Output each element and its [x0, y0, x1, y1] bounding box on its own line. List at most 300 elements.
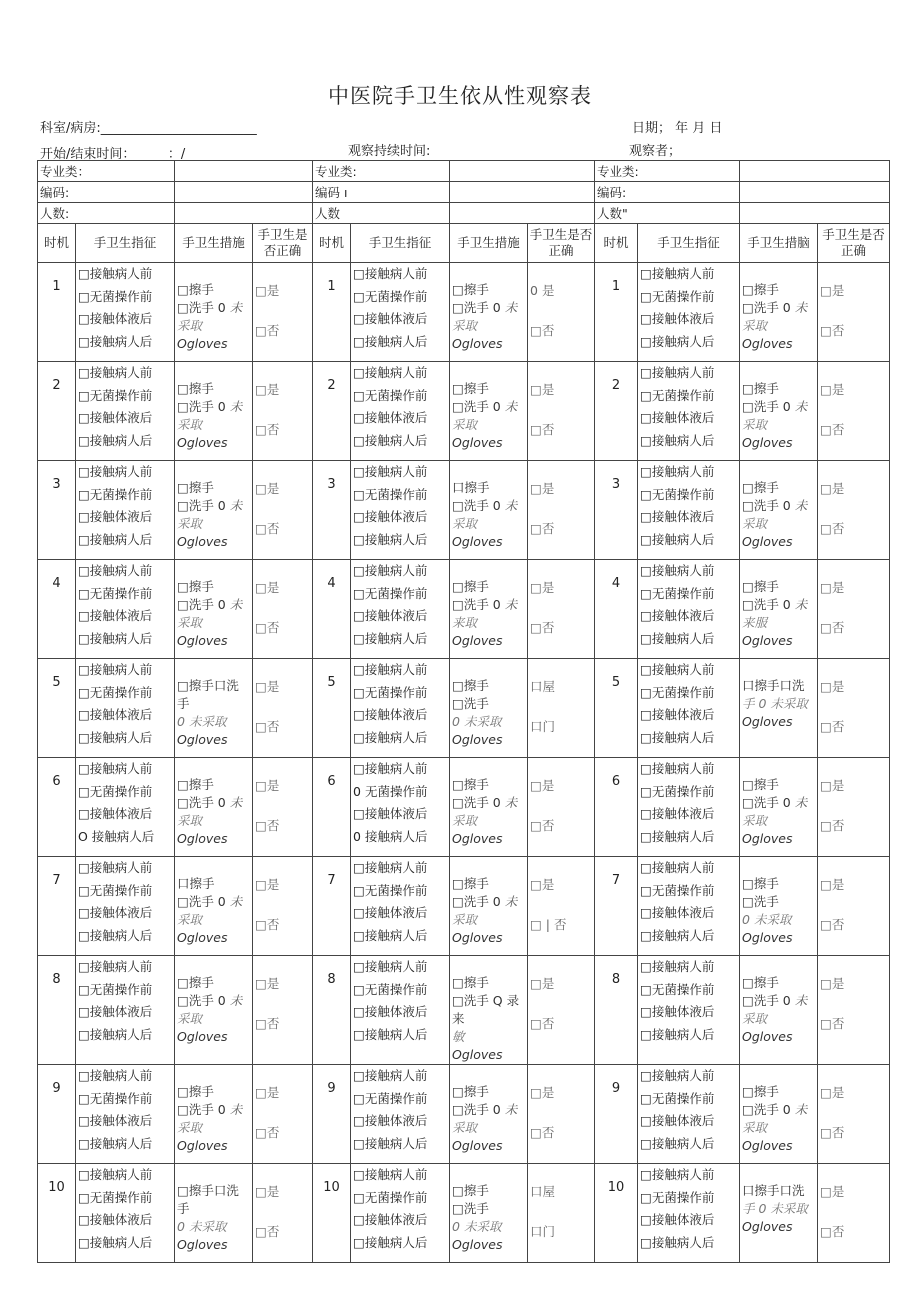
indication-checkbox[interactable]: □无菌操作前: [353, 288, 428, 304]
indication-checkbox[interactable]: □无菌操作前: [78, 288, 153, 304]
measure-gloves[interactable]: Ogloves: [742, 336, 793, 351]
measure-rub[interactable]: □擦手: [742, 579, 779, 594]
indication-checkbox[interactable]: □接触体液后: [78, 1212, 153, 1227]
measure-wash[interactable]: [452, 1101, 525, 1119]
indication-checkbox[interactable]: □接触病人前: [78, 1167, 153, 1182]
indication-checkbox[interactable]: □无菌操作前: [78, 783, 153, 799]
measure-gloves[interactable]: Ogloves: [177, 336, 228, 351]
correct-yes-checkbox[interactable]: □是: [255, 283, 280, 298]
measure-gloves[interactable]: Ogloves: [742, 1029, 793, 1044]
indication-checkbox[interactable]: □接触病人前: [353, 1068, 428, 1083]
correct-yes-checkbox[interactable]: □是: [530, 778, 555, 793]
indication-checkbox[interactable]: □无菌操作前: [640, 1090, 715, 1106]
indication-checkbox[interactable]: □接触病人前: [353, 266, 428, 281]
measure-gloves[interactable]: Ogloves: [177, 930, 228, 945]
indication-checkbox[interactable]: □接触病人后: [78, 1234, 153, 1250]
measure-rub[interactable]: □擦手: [452, 1183, 489, 1198]
correct-no-checkbox[interactable]: □否: [820, 620, 845, 635]
indication-checkbox[interactable]: □接触病人后: [640, 432, 715, 448]
indication-checkbox[interactable]: □无菌操作前: [640, 783, 715, 799]
indication-checkbox[interactable]: □接触病人后: [640, 1135, 715, 1151]
measure-none[interactable]: 0 未采取: [177, 1219, 227, 1234]
measure-wash[interactable]: [177, 596, 250, 614]
correct-yes-checkbox[interactable]: 口屋: [530, 679, 556, 694]
indication-checkbox[interactable]: □接触病人后: [353, 1234, 428, 1250]
correct-yes-checkbox[interactable]: □是: [255, 1184, 280, 1199]
indication-checkbox[interactable]: □接触病人后: [78, 927, 153, 943]
correct-yes-checkbox[interactable]: □是: [820, 1184, 845, 1199]
measure-wash[interactable]: [742, 794, 815, 812]
indication-checkbox[interactable]: □接触病人后: [78, 531, 153, 547]
measure-gloves[interactable]: Ogloves: [452, 435, 503, 450]
measure-gloves[interactable]: Ogloves: [742, 930, 793, 945]
indication-checkbox[interactable]: □接触体液后: [353, 509, 428, 524]
indication-checkbox[interactable]: O 接触病人后: [78, 828, 155, 844]
indication-checkbox[interactable]: □接触病人后: [640, 828, 715, 844]
measure-none[interactable]: 采取: [452, 417, 478, 432]
measure-wash[interactable]: [177, 497, 250, 515]
measure-none[interactable]: 采取: [177, 813, 203, 828]
indication-checkbox[interactable]: □接触病人前: [353, 761, 428, 776]
measure-wash[interactable]: [452, 992, 525, 1028]
measure-gloves[interactable]: Ogloves: [177, 633, 228, 648]
indication-checkbox[interactable]: □接触病人后: [353, 630, 428, 646]
measure-gloves[interactable]: Ogloves: [742, 435, 793, 450]
correct-yes-checkbox[interactable]: □是: [255, 580, 280, 595]
measure-rub[interactable]: □擦手: [452, 876, 489, 891]
correct-no-checkbox[interactable]: □否: [820, 917, 845, 932]
indication-checkbox[interactable]: □接触体液后: [640, 1113, 715, 1128]
indication-checkbox[interactable]: □无菌操作前: [353, 684, 428, 700]
indication-checkbox[interactable]: □无菌操作前: [78, 585, 153, 601]
indication-checkbox[interactable]: □接触体液后: [353, 905, 428, 920]
indication-checkbox[interactable]: 0 无菌操作前: [353, 783, 428, 799]
duration-field[interactable]: 观察持续时间:: [348, 144, 431, 159]
indication-checkbox[interactable]: □接触体液后: [640, 509, 715, 524]
indication-checkbox[interactable]: □接触病人前: [78, 662, 153, 677]
correct-yes-checkbox[interactable]: □是: [820, 976, 845, 991]
indication-checkbox[interactable]: □接触病人后: [640, 729, 715, 745]
measure-none[interactable]: 0 未采取: [452, 1219, 502, 1234]
measure-rub[interactable]: 口擦手: [452, 480, 490, 495]
correct-no-checkbox[interactable]: □否: [255, 1224, 280, 1239]
indication-checkbox[interactable]: □接触体液后: [640, 905, 715, 920]
measure-rub[interactable]: □擦手: [742, 777, 779, 792]
indication-checkbox[interactable]: □无菌操作前: [640, 1189, 715, 1205]
indication-checkbox[interactable]: □无菌操作前: [640, 882, 715, 898]
measure-none[interactable]: 采取: [177, 615, 203, 630]
measure-rub[interactable]: □擦手: [742, 1084, 779, 1099]
measure-none[interactable]: 采取: [742, 1011, 768, 1026]
indication-checkbox[interactable]: □接触病人后: [353, 1026, 428, 1042]
measure-wash[interactable]: [742, 596, 815, 614]
indication-checkbox[interactable]: □无菌操作前: [640, 387, 715, 403]
indication-checkbox[interactable]: □接触病人后: [78, 729, 153, 745]
observer-field[interactable]: 观察者；: [629, 144, 682, 159]
measure-none[interactable]: 0 未采取: [742, 912, 792, 927]
indication-checkbox[interactable]: □接触病人前: [640, 266, 715, 281]
measure-wash[interactable]: [742, 1101, 815, 1119]
indication-checkbox[interactable]: □接触病人后: [78, 432, 153, 448]
indication-checkbox[interactable]: □接触体液后: [78, 509, 153, 524]
measure-rub[interactable]: □擦手: [452, 678, 489, 693]
correct-yes-checkbox[interactable]: □是: [255, 976, 280, 991]
measure-none[interactable]: 采取: [177, 318, 203, 333]
indication-checkbox[interactable]: □接触体液后: [353, 806, 428, 821]
indication-checkbox[interactable]: □接触病人前: [640, 464, 715, 479]
group-code-input[interactable]: [450, 182, 595, 203]
indication-checkbox[interactable]: □接触病人前: [78, 1068, 153, 1083]
correct-no-checkbox[interactable]: □否: [820, 719, 845, 734]
indication-checkbox[interactable]: □接触病人前: [353, 662, 428, 677]
measure-wash[interactable]: [177, 992, 250, 1010]
indication-checkbox[interactable]: □接触体液后: [353, 1113, 428, 1128]
measure-rub[interactable]: □擦手: [177, 777, 214, 792]
indication-checkbox[interactable]: □接触病人后: [353, 729, 428, 745]
group-code-input[interactable]: [740, 182, 890, 203]
indication-checkbox[interactable]: □接触病人前: [640, 860, 715, 875]
measure-none[interactable]: 采取: [452, 318, 478, 333]
indication-checkbox[interactable]: □接触病人后: [640, 1026, 715, 1042]
correct-yes-checkbox[interactable]: □是: [255, 778, 280, 793]
indication-checkbox[interactable]: □无菌操作前: [78, 684, 153, 700]
correct-no-checkbox[interactable]: □否: [530, 1125, 555, 1140]
indication-checkbox[interactable]: □接触体液后: [78, 608, 153, 623]
correct-no-checkbox[interactable]: □ | 否: [530, 917, 567, 932]
indication-checkbox[interactable]: □接触病人前: [353, 464, 428, 479]
measure-wash[interactable]: [177, 1182, 250, 1218]
indication-checkbox[interactable]: □接触体液后: [353, 1212, 428, 1227]
correct-no-checkbox[interactable]: □否: [820, 818, 845, 833]
measure-rub[interactable]: □擦手: [452, 579, 489, 594]
indication-checkbox[interactable]: □无菌操作前: [353, 981, 428, 997]
indication-checkbox[interactable]: □接触体液后: [640, 1212, 715, 1227]
measure-gloves[interactable]: Ogloves: [742, 714, 793, 729]
correct-no-checkbox[interactable]: □否: [820, 1125, 845, 1140]
measure-wash[interactable]: [452, 1200, 525, 1218]
indication-checkbox[interactable]: □无菌操作前: [640, 585, 715, 601]
correct-no-checkbox[interactable]: □否: [530, 422, 555, 437]
correct-yes-checkbox[interactable]: □是: [820, 679, 845, 694]
measure-none[interactable]: 来取: [452, 615, 478, 630]
correct-no-checkbox[interactable]: □否: [530, 521, 555, 536]
correct-yes-checkbox[interactable]: □是: [820, 283, 845, 298]
measure-gloves[interactable]: Ogloves: [177, 1237, 228, 1252]
indication-checkbox[interactable]: □接触病人后: [78, 333, 153, 349]
indication-checkbox[interactable]: □接触病人前: [78, 959, 153, 974]
measure-gloves[interactable]: Ogloves: [452, 534, 503, 549]
measure-none[interactable]: 采取: [452, 516, 478, 531]
indication-checkbox[interactable]: □接触体液后: [78, 1113, 153, 1128]
indication-checkbox[interactable]: 0 接触病人后: [353, 828, 428, 844]
measure-none[interactable]: 敏: [452, 1029, 465, 1044]
measure-wash[interactable]: [452, 695, 525, 713]
measure-wash[interactable]: [177, 398, 250, 416]
indication-checkbox[interactable]: □接触体液后: [78, 707, 153, 722]
group-specialty-input[interactable]: [740, 161, 890, 182]
measure-none[interactable]: 采取: [452, 813, 478, 828]
measure-wash[interactable]: [177, 299, 250, 317]
measure-none[interactable]: 采取: [177, 1120, 203, 1135]
measure-rub[interactable]: □擦手: [452, 381, 489, 396]
indication-checkbox[interactable]: □无菌操作前: [353, 1090, 428, 1106]
indication-checkbox[interactable]: □无菌操作前: [353, 882, 428, 898]
measure-gloves[interactable]: Ogloves: [742, 831, 793, 846]
correct-no-checkbox[interactable]: □否: [530, 818, 555, 833]
measure-gloves[interactable]: Ogloves: [742, 534, 793, 549]
measure-rub[interactable]: □擦手: [742, 381, 779, 396]
indication-checkbox[interactable]: □接触体液后: [353, 608, 428, 623]
indication-checkbox[interactable]: □接触病人后: [640, 333, 715, 349]
measure-wash[interactable]: [177, 677, 250, 713]
indication-checkbox[interactable]: □无菌操作前: [640, 981, 715, 997]
measure-rub[interactable]: □擦手: [742, 282, 779, 297]
indication-checkbox[interactable]: □接触病人前: [640, 365, 715, 380]
measure-none[interactable]: 来服: [742, 615, 768, 630]
date-field[interactable]: 日期； 年 月 日: [632, 121, 723, 136]
department-field[interactable]: 科室/病房:________________________: [40, 121, 257, 136]
indication-checkbox[interactable]: □接触病人后: [353, 432, 428, 448]
correct-yes-checkbox[interactable]: □是: [255, 382, 280, 397]
correct-yes-checkbox[interactable]: □是: [530, 580, 555, 595]
indication-checkbox[interactable]: □无菌操作前: [78, 1090, 153, 1106]
measure-wash[interactable]: [742, 497, 815, 515]
indication-checkbox[interactable]: □接触病人后: [353, 333, 428, 349]
measure-wash[interactable]: [742, 677, 815, 695]
measure-none[interactable]: 采取: [742, 417, 768, 432]
indication-checkbox[interactable]: □接触体液后: [353, 410, 428, 425]
correct-yes-checkbox[interactable]: □是: [255, 1085, 280, 1100]
indication-checkbox[interactable]: □接触病人后: [640, 531, 715, 547]
measure-none[interactable]: 采取: [742, 813, 768, 828]
measure-wash[interactable]: [742, 398, 815, 416]
indication-checkbox[interactable]: □无菌操作前: [640, 288, 715, 304]
measure-gloves[interactable]: Ogloves: [452, 336, 503, 351]
indication-checkbox[interactable]: □接触体液后: [640, 410, 715, 425]
indication-checkbox[interactable]: □接触病人前: [353, 959, 428, 974]
measure-none[interactable]: 采取: [177, 912, 203, 927]
measure-gloves[interactable]: Ogloves: [742, 1138, 793, 1153]
indication-checkbox[interactable]: □无菌操作前: [353, 486, 428, 502]
indication-checkbox[interactable]: □无菌操作前: [353, 387, 428, 403]
correct-no-checkbox[interactable]: 口门: [530, 719, 556, 734]
indication-checkbox[interactable]: □无菌操作前: [78, 882, 153, 898]
measure-none[interactable]: 0 未采取: [452, 714, 502, 729]
correct-yes-checkbox[interactable]: □是: [530, 481, 555, 496]
correct-yes-checkbox[interactable]: □是: [820, 481, 845, 496]
measure-rub[interactable]: □擦手: [742, 480, 779, 495]
measure-gloves[interactable]: Ogloves: [177, 435, 228, 450]
measure-wash[interactable]: [177, 893, 250, 911]
measure-gloves[interactable]: Ogloves: [452, 1047, 503, 1062]
measure-wash[interactable]: [177, 794, 250, 812]
measure-gloves[interactable]: Ogloves: [742, 1219, 793, 1234]
correct-no-checkbox[interactable]: □否: [820, 521, 845, 536]
correct-no-checkbox[interactable]: □否: [530, 1016, 555, 1031]
indication-checkbox[interactable]: □无菌操作前: [78, 486, 153, 502]
indication-checkbox[interactable]: □接触体液后: [78, 806, 153, 821]
correct-no-checkbox[interactable]: □否: [820, 1224, 845, 1239]
measure-none[interactable]: 采取: [742, 516, 768, 531]
indication-checkbox[interactable]: □接触体液后: [78, 1004, 153, 1019]
measure-wash[interactable]: [452, 893, 525, 911]
indication-checkbox[interactable]: □接触体液后: [353, 1004, 428, 1019]
indication-checkbox[interactable]: □接触病人后: [640, 927, 715, 943]
measure-rub[interactable]: □擦手: [177, 1084, 214, 1099]
measure-none[interactable]: 采取: [177, 516, 203, 531]
measure-rub[interactable]: □擦手: [452, 975, 489, 990]
measure-rub[interactable]: □擦手: [177, 579, 214, 594]
indication-checkbox[interactable]: □接触病人后: [353, 531, 428, 547]
indication-checkbox[interactable]: □接触病人前: [640, 1068, 715, 1083]
indication-checkbox[interactable]: □接触体液后: [640, 311, 715, 326]
correct-no-checkbox[interactable]: □否: [255, 323, 280, 338]
indication-checkbox[interactable]: □无菌操作前: [353, 1189, 428, 1205]
correct-no-checkbox[interactable]: □否: [255, 521, 280, 536]
measure-gloves[interactable]: Ogloves: [452, 930, 503, 945]
group-count-input[interactable]: [740, 203, 890, 224]
measure-wash[interactable]: [742, 893, 815, 911]
indication-checkbox[interactable]: □接触病人后: [78, 1026, 153, 1042]
indication-checkbox[interactable]: □接触体液后: [640, 806, 715, 821]
measure-rub[interactable]: □擦手: [177, 381, 214, 396]
measure-rub[interactable]: □擦手: [452, 282, 489, 297]
indication-checkbox[interactable]: □接触病人前: [78, 266, 153, 281]
indication-checkbox[interactable]: □接触病人前: [353, 563, 428, 578]
measure-gloves[interactable]: Ogloves: [177, 831, 228, 846]
measure-rub[interactable]: □擦手: [452, 1084, 489, 1099]
measure-rub[interactable]: 口擦手: [177, 876, 215, 891]
measure-wash[interactable]: [742, 992, 815, 1010]
measure-rub[interactable]: □擦手: [177, 282, 214, 297]
group-specialty-input[interactable]: [450, 161, 595, 182]
measure-gloves[interactable]: Ogloves: [452, 732, 503, 747]
indication-checkbox[interactable]: □接触体液后: [78, 311, 153, 326]
measure-wash[interactable]: [177, 1101, 250, 1119]
measure-none[interactable]: 采取: [742, 1120, 768, 1135]
correct-yes-checkbox[interactable]: □是: [530, 1085, 555, 1100]
measure-gloves[interactable]: Ogloves: [452, 633, 503, 648]
correct-no-checkbox[interactable]: □否: [255, 719, 280, 734]
correct-no-checkbox[interactable]: □否: [255, 917, 280, 932]
measure-gloves[interactable]: Ogloves: [177, 732, 228, 747]
correct-yes-checkbox[interactable]: □是: [820, 1085, 845, 1100]
correct-no-checkbox[interactable]: □否: [820, 323, 845, 338]
indication-checkbox[interactable]: □接触病人后: [78, 1135, 153, 1151]
indication-checkbox[interactable]: □接触病人前: [78, 860, 153, 875]
measure-none[interactable]: 手 0 未采取: [742, 1201, 808, 1216]
correct-no-checkbox[interactable]: □否: [255, 620, 280, 635]
indication-checkbox[interactable]: □接触病人前: [353, 860, 428, 875]
measure-wash[interactable]: [452, 398, 525, 416]
indication-checkbox[interactable]: □无菌操作前: [353, 585, 428, 601]
measure-gloves[interactable]: Ogloves: [177, 1029, 228, 1044]
measure-rub[interactable]: □擦手: [177, 975, 214, 990]
indication-checkbox[interactable]: □接触病人前: [640, 761, 715, 776]
measure-wash[interactable]: [452, 497, 525, 515]
indication-checkbox[interactable]: □接触病人前: [640, 662, 715, 677]
measure-wash[interactable]: [452, 299, 525, 317]
correct-no-checkbox[interactable]: □否: [255, 818, 280, 833]
correct-yes-checkbox[interactable]: □是: [820, 877, 845, 892]
measure-gloves[interactable]: Ogloves: [177, 534, 228, 549]
indication-checkbox[interactable]: □接触病人前: [78, 761, 153, 776]
measure-none[interactable]: 0 未采取: [177, 714, 227, 729]
group-count-input[interactable]: [450, 203, 595, 224]
measure-none[interactable]: 采取: [177, 1011, 203, 1026]
group-specialty-input[interactable]: [175, 161, 313, 182]
correct-yes-checkbox[interactable]: □是: [530, 877, 555, 892]
indication-checkbox[interactable]: □接触体液后: [78, 410, 153, 425]
correct-yes-checkbox[interactable]: □是: [255, 679, 280, 694]
measure-wash[interactable]: [742, 1182, 815, 1200]
correct-no-checkbox[interactable]: □否: [820, 1016, 845, 1031]
indication-checkbox[interactable]: □接触体液后: [640, 707, 715, 722]
measure-none[interactable]: 采取: [742, 318, 768, 333]
correct-no-checkbox[interactable]: □否: [530, 323, 555, 338]
measure-wash[interactable]: [742, 299, 815, 317]
measure-none[interactable]: 手 0 未采取: [742, 696, 808, 711]
indication-checkbox[interactable]: □接触体液后: [353, 311, 428, 326]
measure-wash[interactable]: [452, 794, 525, 812]
correct-no-checkbox[interactable]: □否: [255, 1125, 280, 1140]
measure-wash[interactable]: [452, 596, 525, 614]
correct-no-checkbox[interactable]: □否: [820, 422, 845, 437]
correct-yes-checkbox[interactable]: □是: [255, 877, 280, 892]
indication-checkbox[interactable]: □接触体液后: [640, 1004, 715, 1019]
measure-none[interactable]: 采取: [452, 912, 478, 927]
measure-rub[interactable]: □擦手: [177, 480, 214, 495]
measure-gloves[interactable]: Ogloves: [742, 633, 793, 648]
measure-rub[interactable]: □擦手: [742, 876, 779, 891]
indication-checkbox[interactable]: □无菌操作前: [640, 486, 715, 502]
indication-checkbox[interactable]: □接触病人前: [640, 959, 715, 974]
correct-no-checkbox[interactable]: 口门: [530, 1224, 556, 1239]
indication-checkbox[interactable]: □接触病人后: [640, 1234, 715, 1250]
correct-yes-checkbox[interactable]: □是: [530, 976, 555, 991]
measure-gloves[interactable]: Ogloves: [452, 1138, 503, 1153]
indication-checkbox[interactable]: □接触病人后: [78, 630, 153, 646]
indication-checkbox[interactable]: □接触病人后: [353, 1135, 428, 1151]
correct-yes-checkbox[interactable]: □是: [820, 382, 845, 397]
indication-checkbox[interactable]: □无菌操作前: [78, 387, 153, 403]
indication-checkbox[interactable]: □接触病人前: [353, 365, 428, 380]
indication-checkbox[interactable]: □接触病人前: [78, 365, 153, 380]
measure-none[interactable]: 采取: [452, 1120, 478, 1135]
correct-yes-checkbox[interactable]: □是: [255, 481, 280, 496]
correct-yes-checkbox[interactable]: □是: [820, 778, 845, 793]
indication-checkbox[interactable]: □接触病人后: [353, 927, 428, 943]
correct-yes-checkbox[interactable]: □是: [820, 580, 845, 595]
group-count-input[interactable]: [175, 203, 313, 224]
correct-no-checkbox[interactable]: □否: [255, 422, 280, 437]
indication-checkbox[interactable]: □接触病人前: [78, 563, 153, 578]
correct-yes-checkbox[interactable]: □是: [530, 382, 555, 397]
group-code-input[interactable]: [175, 182, 313, 203]
correct-yes-checkbox[interactable]: 口屋: [530, 1184, 556, 1199]
indication-checkbox[interactable]: □无菌操作前: [78, 1189, 153, 1205]
measure-none[interactable]: 采取: [177, 417, 203, 432]
indication-checkbox[interactable]: □接触病人前: [78, 464, 153, 479]
indication-checkbox[interactable]: □接触体液后: [353, 707, 428, 722]
measure-rub[interactable]: □擦手: [742, 975, 779, 990]
measure-rub[interactable]: □擦手: [452, 777, 489, 792]
indication-checkbox[interactable]: □接触病人后: [640, 630, 715, 646]
indication-checkbox[interactable]: □接触病人前: [640, 563, 715, 578]
correct-no-checkbox[interactable]: □否: [255, 1016, 280, 1031]
measure-gloves[interactable]: Ogloves: [177, 1138, 228, 1153]
correct-no-checkbox[interactable]: □否: [530, 620, 555, 635]
